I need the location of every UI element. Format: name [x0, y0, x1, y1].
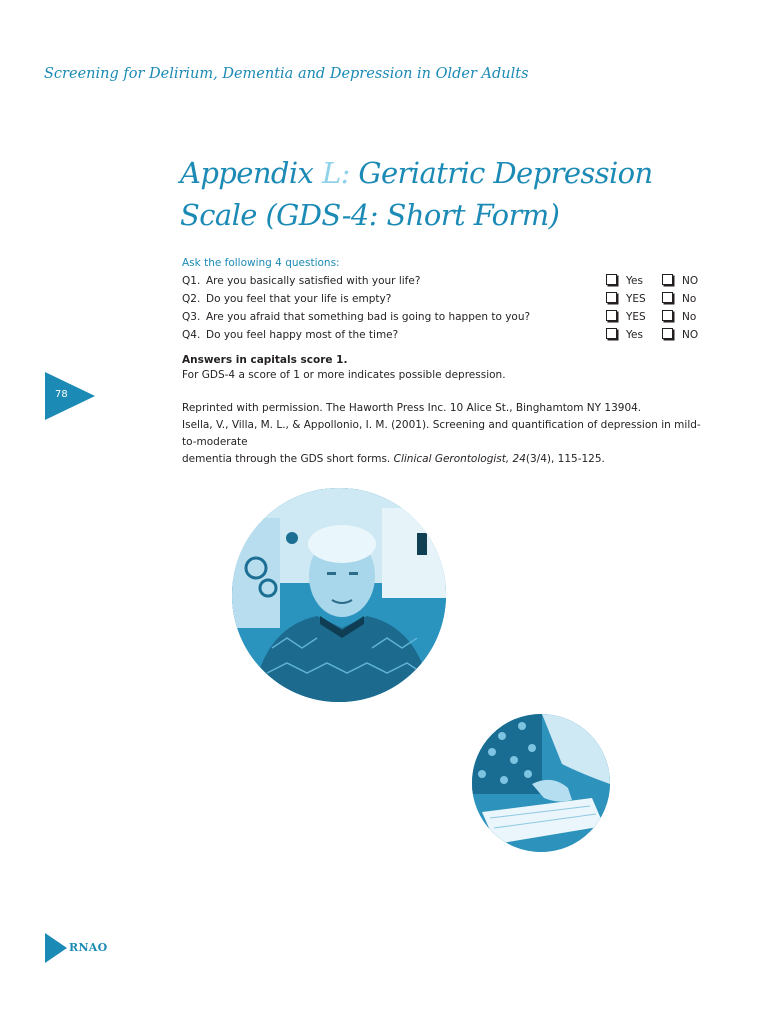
answer-option[interactable] — [606, 272, 643, 290]
question-number: Q1. — [182, 275, 201, 287]
elderly-man-photo — [232, 488, 446, 702]
rnao-logo — [45, 933, 125, 963]
answer-label: YES — [626, 311, 646, 323]
page-tab-arrow-icon — [45, 372, 95, 420]
answer-option[interactable] — [606, 326, 643, 344]
question-number: Q2. — [182, 293, 201, 305]
checkbox-icon[interactable] — [662, 292, 673, 303]
answer-label: No — [682, 293, 697, 305]
answer-option[interactable] — [662, 326, 698, 344]
question-number: Q4. — [182, 329, 201, 341]
citation-line: Isella, V., Villa, M. L., & Appollonio, I. M. (2001). Screening and quantification of depression in mild-to-moderate — [182, 419, 701, 448]
hands-with-document-photo — [472, 714, 610, 852]
reference-block — [182, 400, 702, 468]
answer-label: Yes — [626, 329, 643, 341]
answer-label: No — [682, 311, 697, 323]
checkbox-icon[interactable] — [606, 274, 617, 285]
running-head: Screening for Delirium, Dementia and Depression in Older Adults — [44, 66, 529, 82]
answer-option[interactable] — [662, 290, 696, 308]
logo-text: RNAO — [69, 941, 108, 954]
question-row — [182, 272, 722, 290]
scoring-interpretation: For GDS-4 a score of 1 or more indicates possible depression. — [182, 369, 506, 381]
page-number: 78 — [55, 389, 68, 400]
hands-with-document-photo-image — [472, 714, 610, 852]
question-text: Are you basically satisfied with your life? — [206, 275, 421, 287]
answer-label: NO — [682, 329, 699, 341]
question-text: Are you afraid that something bad is going to happen to you? — [206, 311, 531, 323]
checkbox-icon[interactable] — [662, 274, 673, 285]
answer-option[interactable] — [662, 308, 696, 326]
answer-label: YES — [626, 293, 646, 305]
answer-option[interactable] — [606, 308, 646, 326]
title-line2: Scale (GDS-4: Short Form) — [180, 198, 560, 232]
title-line1-rest: Geriatric Depression — [349, 156, 653, 190]
question-row — [182, 290, 722, 308]
page-number-tab — [45, 372, 95, 420]
checkbox-icon[interactable] — [662, 310, 673, 321]
answer-option[interactable] — [606, 290, 646, 308]
answer-option[interactable] — [662, 272, 698, 290]
question-text: Do you feel happy most of the time? — [206, 329, 399, 341]
answer-label: Yes — [626, 275, 643, 287]
reprint-permission: Reprinted with permission. The Haworth Press Inc. 10 Alice St., Binghamtom NY 13904. — [182, 402, 642, 414]
citation-line: dementia through the GDS short forms. Clinical Gerontologist, 24(3/4), 115-125. — [182, 453, 605, 465]
question-text: Do you feel that your life is empty? — [206, 293, 392, 305]
question-number: Q3. — [182, 311, 201, 323]
scoring-rule: Answers in capitals score 1. — [182, 354, 348, 366]
question-row — [182, 326, 722, 344]
title-appendix-letter: L: — [321, 156, 350, 190]
journal-title: Clinical Gerontologist, 24 — [393, 453, 526, 465]
elderly-man-photo-image — [232, 488, 446, 702]
question-row — [182, 308, 722, 326]
answer-label: NO — [682, 275, 699, 287]
checkbox-icon[interactable] — [606, 310, 617, 321]
checkbox-icon[interactable] — [662, 328, 673, 339]
logo-arrow-icon — [45, 933, 67, 963]
page-title — [180, 152, 740, 236]
checkbox-icon[interactable] — [606, 328, 617, 339]
title-prefix: Appendix — [180, 156, 322, 190]
questions-section — [182, 257, 722, 344]
scoring-note — [182, 353, 506, 383]
checkbox-icon[interactable] — [606, 292, 617, 303]
questions-heading: Ask the following 4 questions: — [182, 257, 340, 269]
